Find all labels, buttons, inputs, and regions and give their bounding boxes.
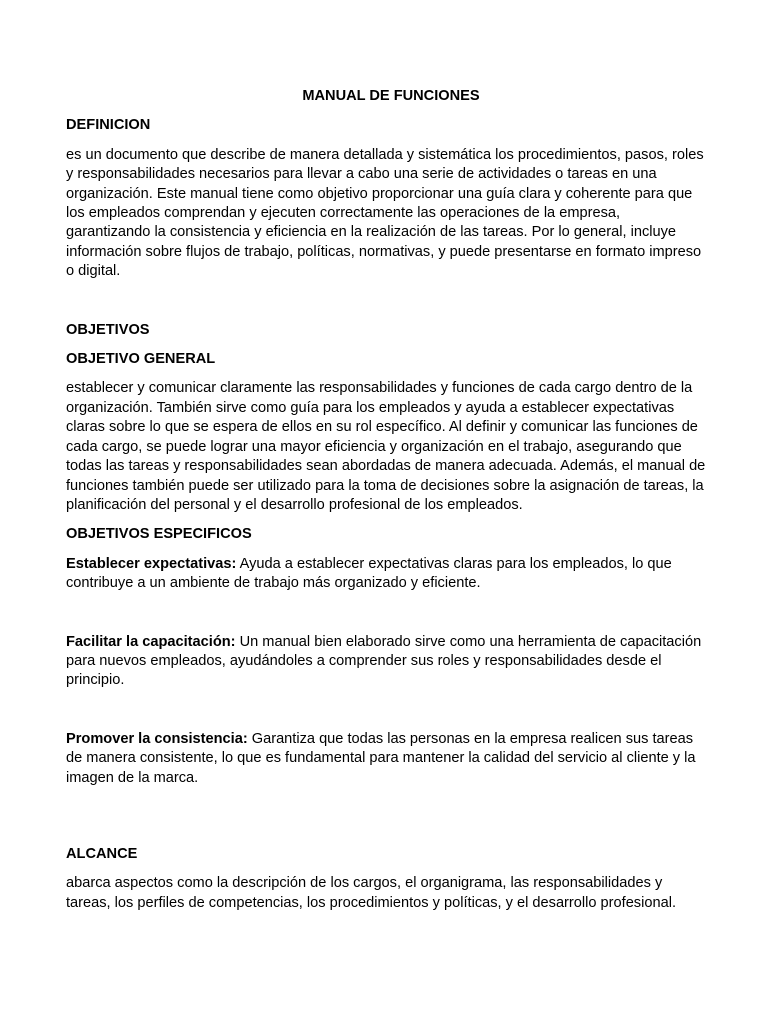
especifico-label: Establecer expectativas: (66, 555, 237, 572)
especifico-label: Promover la consistencia: (66, 730, 248, 747)
spacer (66, 701, 706, 730)
especifico-label: Facilitar la capacitación: (66, 633, 236, 650)
especifico-item-consistencia (66, 730, 706, 788)
objetivo-general-text: establecer y comunicar claramente las responsabilidades y funciones de cada cargo dentro de la organización. También sirve como guía para los empleados y ayuda a establecer expectativas claras sobre lo que se espera de ellos en su rol específico. Al definir y comunicar las funciones de cada cargo, se puede lograr una mayor eficiencia y organización en el trabajo, asegurando que todas las tareas y responsabilidades sean abordadas de manera adecuada. Además, el manual de funciones también puede ser utilizado para la toma de decisiones sobre la asignación de tareas, la planificación del personal y el desarrollo profesional de los empleados. (66, 380, 706, 513)
document-page (66, 87, 706, 923)
definicion-heading: DEFINICION (66, 117, 151, 134)
definicion-text: es un documento que describe de manera detallada y sistemática los procedimientos, pasos, roles y responsabilidades necesarios para llevar a cabo una serie de actividades o tareas en una organización. Este manual tiene como objetivo proporcionar una guía clara y coherente para que los empleados comprendan y ejecuten correctamente las operaciones de la empresa, garantizando la consistencia y eficiencia en la realización de las tareas. Por lo general, incluye información sobre flujos de trabajo, políticas, normativas, y puede presentarse en formato impreso o digital. (66, 146, 704, 280)
alcance-heading: ALCANCE (66, 845, 138, 862)
document-title: MANUAL DE FUNCIONES (302, 88, 480, 104)
spacer (66, 798, 706, 845)
spacer (66, 604, 706, 633)
especifico-text: Ayuda a establecer expectativas claras para los empleados, lo que contribuye a un ambiente de trabajo más organizado y eficiente. (66, 555, 672, 592)
especifico-item-expectativas (66, 555, 706, 594)
especifico-text: Garantiza que todas las personas en la empresa realicen sus tareas de manera consistente, lo que es fundamental para mantener la calidad del servicio al cliente y la imagen de la marca. (66, 730, 696, 786)
objetivos-heading: OBJETIVOS (66, 321, 150, 338)
objetivos-especificos-heading: OBJETIVOS ESPECIFICOS (66, 526, 252, 543)
especifico-text: Un manual bien elaborado sirve como una herramienta de capacitación para nuevos empleados, ayudándoles a comprender sus roles y responsabilidades desde el principio. (66, 633, 702, 689)
alcance-text: abarca aspectos como la descripción de los cargos, el organigrama, las responsabilidades y tareas, los perfiles de competencias, los procedimientos y políticas, y el desarrollo profesional. (66, 875, 676, 911)
objetivo-general-heading: OBJETIVO GENERAL (66, 351, 216, 368)
spacer (66, 292, 706, 321)
especifico-item-capacitacion (66, 633, 706, 691)
